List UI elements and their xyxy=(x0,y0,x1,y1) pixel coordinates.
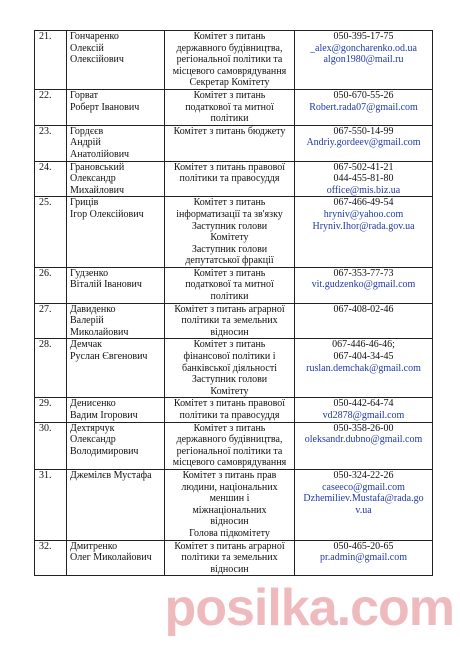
committee-cell xyxy=(165,398,295,422)
committee-line: міжнаціональних xyxy=(192,504,267,516)
committee-line: відносин xyxy=(210,516,249,528)
table-row xyxy=(35,422,433,469)
committee-cell xyxy=(165,339,295,398)
email-link[interactable]: oleksandr.dubno@gmail.com xyxy=(304,434,423,446)
committee-cell xyxy=(165,469,295,540)
phone-number: 067-550-14-99 xyxy=(333,125,394,137)
name-line: Роберт Іванович xyxy=(70,101,140,113)
table-body xyxy=(35,31,433,576)
watermark-logo: posilka.com xyxy=(164,579,454,637)
phone-number: 067-353-77-73 xyxy=(333,267,394,279)
email-link[interactable]: office@mis.biz.ua xyxy=(326,184,401,196)
name-line: Горват xyxy=(70,89,99,101)
row-number: 30. xyxy=(35,422,67,469)
deputy-name xyxy=(67,89,165,125)
phone-number: 050-395-17-75 xyxy=(333,31,394,42)
committee-line: Комітет з питань xyxy=(193,422,266,434)
name-line: Миколайович xyxy=(70,326,129,338)
email-link[interactable]: caseeco@gmail.com xyxy=(322,481,405,493)
row-number: 21. xyxy=(35,31,67,90)
name-line: Дехтярчук xyxy=(70,422,115,434)
committee-cell xyxy=(165,89,295,125)
deputy-name xyxy=(67,422,165,469)
committee-line: державного будівництва, xyxy=(176,434,283,446)
row-number: 23. xyxy=(35,125,67,161)
deputy-name xyxy=(67,31,165,90)
email-link[interactable]: vd2878@gmail.com xyxy=(322,410,405,421)
committee-line: депутатської фракції xyxy=(185,255,274,267)
row-number: 31. xyxy=(35,469,67,540)
name-line: Гордєєв xyxy=(70,125,104,137)
committee-line: відносин xyxy=(210,326,249,338)
contacts-cell xyxy=(295,540,433,576)
name-line: Дмитренко xyxy=(70,540,118,552)
phone-number: 050-442-64-74 xyxy=(333,398,394,410)
phone-number: 044-455-81-80 xyxy=(333,173,394,185)
committee-line: банківської діяльності xyxy=(181,362,277,374)
committee-cell xyxy=(165,267,295,303)
email-link[interactable]: v.ua xyxy=(355,504,372,516)
row-number: 29. xyxy=(35,398,67,422)
email-link[interactable]: algon1980@mail.ru xyxy=(323,54,404,66)
name-line: Олексій xyxy=(70,42,104,54)
phone-number: 067-408-02-46 xyxy=(333,303,394,315)
name-line: Володимирович xyxy=(70,445,139,457)
email-link[interactable]: pr.admin@gmail.com xyxy=(320,552,407,564)
contacts-cell xyxy=(295,469,433,540)
row-number: 25. xyxy=(35,197,67,268)
name-line: Руслан Євгенович xyxy=(70,351,148,363)
committee-line: політики та земельних xyxy=(181,315,278,327)
contacts-cell xyxy=(295,267,433,303)
committee-line: політики та правосуддя xyxy=(179,410,280,421)
deputy-name xyxy=(67,339,165,398)
phone-number: 050-670-55-26 xyxy=(333,89,394,101)
committee-line: податкової та митної xyxy=(185,279,274,291)
committee-line: Комітет з питань правової xyxy=(173,398,286,410)
deputy-name xyxy=(67,469,165,540)
row-number: 27. xyxy=(35,303,67,339)
name-line: Михайлович xyxy=(70,184,124,196)
phone-number: 050-465-20-65 xyxy=(333,540,394,552)
committee-line: політики та земельних xyxy=(181,552,278,564)
committee-cell xyxy=(165,422,295,469)
committee-line: меншин і xyxy=(209,493,250,505)
contacts-cell xyxy=(295,422,433,469)
committee-line: Комітет з питань xyxy=(193,197,266,209)
name-line: Олексійович xyxy=(70,54,124,66)
email-link[interactable]: Robert.rada07@gmail.com xyxy=(309,101,418,113)
committee-line: політики та правосуддя xyxy=(179,173,280,185)
phone-number: 067-466-49-54 xyxy=(333,197,394,209)
deputies-table xyxy=(34,30,433,576)
committee-cell xyxy=(165,540,295,576)
phone-number: 050-324-22-26 xyxy=(333,469,394,481)
committee-cell xyxy=(165,197,295,268)
phone-number: 050-358-26-00 xyxy=(333,422,394,434)
name-line: Демчак xyxy=(70,339,103,351)
table-row xyxy=(35,540,433,576)
table-row xyxy=(35,89,433,125)
committee-line: регіональної політики та xyxy=(176,54,283,66)
deputy-name xyxy=(67,267,165,303)
committee-line: державного будівництва, xyxy=(176,42,283,54)
committee-line: Комітет з питань аграрної xyxy=(174,540,285,552)
committee-line: Секретар Комітету xyxy=(189,77,270,89)
email-link[interactable]: vit.gudzenko@gmail.com xyxy=(311,279,416,291)
contacts-cell xyxy=(295,303,433,339)
email-link[interactable]: Hryniv.Ihor@rada.gov.ua xyxy=(312,220,415,232)
committee-line: Заступник голови xyxy=(191,243,268,255)
contacts-cell xyxy=(295,197,433,268)
name-line: Олександр xyxy=(70,173,116,185)
committee-line: місцевого самоврядування xyxy=(172,457,287,469)
table-row xyxy=(35,197,433,268)
committee-cell xyxy=(165,31,295,90)
committee-line: інформатизації та зв'язку xyxy=(176,208,283,220)
deputy-name xyxy=(67,125,165,161)
committee-line: Комітет з питань аграрної xyxy=(174,303,285,315)
deputy-name xyxy=(67,161,165,197)
name-line: Денисенко xyxy=(70,398,116,410)
table-row xyxy=(35,303,433,339)
table-row xyxy=(35,267,433,303)
phone-number: 067-446-46-46; xyxy=(332,339,395,351)
email-link[interactable]: Andriy.gordeev@gmail.com xyxy=(306,137,421,149)
committee-line: людини, національних xyxy=(181,481,278,493)
table-row xyxy=(35,31,433,90)
committee-line: Комітет з питань xyxy=(193,31,266,42)
contacts-cell xyxy=(295,89,433,125)
committee-line: політики xyxy=(210,291,249,303)
committee-line: Комітет з питань прав xyxy=(182,469,277,481)
committee-line: Заступник голови xyxy=(191,220,268,232)
committee-line: фінансової політики і xyxy=(183,351,276,363)
email-link[interactable]: _alex@goncharenko.od.ua xyxy=(310,42,417,54)
committee-line: Заступник голови xyxy=(191,374,268,386)
committee-line: політики xyxy=(210,113,249,125)
email-link[interactable]: hryniv@yahoo.com xyxy=(323,208,404,220)
email-link[interactable]: Dzhemiliev.Mustafa@rada.go xyxy=(303,493,424,505)
committee-line: Комітет з питань бюджету xyxy=(173,125,286,137)
contacts-cell xyxy=(295,398,433,422)
committee-line: Комітет з питань xyxy=(193,339,266,351)
phone-number: 067-404-34-45 xyxy=(333,351,394,363)
row-number: 32. xyxy=(35,540,67,576)
deputy-name xyxy=(67,197,165,268)
committee-line: регіональної політики та xyxy=(176,445,283,457)
committee-line: податкової та митної xyxy=(185,101,274,113)
row-number: 26. xyxy=(35,267,67,303)
deputy-name xyxy=(67,398,165,422)
row-number: 28. xyxy=(35,339,67,398)
name-line: Анатолійович xyxy=(70,148,130,160)
name-line: Валерій xyxy=(70,315,104,327)
deputy-name xyxy=(67,540,165,576)
name-line: Гудзенко xyxy=(70,267,109,279)
committee-line: Комітету xyxy=(210,385,249,397)
committee-line: Комітет з питань правової xyxy=(173,161,286,173)
committee-line: Голова підкомітету xyxy=(189,527,270,539)
committee-line: Комітет з питань xyxy=(193,89,266,101)
committee-cell xyxy=(165,303,295,339)
name-line: Гриців xyxy=(70,197,99,209)
row-number: 22. xyxy=(35,89,67,125)
contacts-cell xyxy=(295,339,433,398)
name-line: Давиденко xyxy=(70,303,116,315)
email-link[interactable]: ruslan.demchak@gmail.com xyxy=(306,362,421,374)
name-line: Олександр xyxy=(70,434,116,446)
deputy-name xyxy=(67,303,165,339)
table-row xyxy=(35,125,433,161)
name-line: Олег Миколайович xyxy=(70,552,152,564)
table-row xyxy=(35,161,433,197)
phone-number: 067-502-41-21 xyxy=(333,161,394,173)
name-line: Віталій Іванович xyxy=(70,279,142,291)
name-line: Ігор Олексійович xyxy=(70,208,144,220)
contacts-cell xyxy=(295,31,433,90)
name-line: Гончаренко xyxy=(70,31,119,42)
table-row xyxy=(35,469,433,540)
name-line: Грановський xyxy=(70,161,125,173)
contacts-cell xyxy=(295,161,433,197)
table-row xyxy=(35,339,433,398)
name-line: Андрій xyxy=(70,137,101,149)
name-line: Джемілєв Мустафа xyxy=(70,469,152,481)
committee-line: Комітет з питань xyxy=(193,267,266,279)
committee-line: місцевого самоврядування xyxy=(172,65,287,77)
committee-cell xyxy=(165,125,295,161)
committee-line: відносин xyxy=(210,563,249,575)
row-number: 24. xyxy=(35,161,67,197)
contacts-cell xyxy=(295,125,433,161)
committee-cell xyxy=(165,161,295,197)
name-line: Вадим Ігорович xyxy=(70,410,138,421)
table-row xyxy=(35,398,433,422)
committee-line: Комітету xyxy=(210,232,249,244)
